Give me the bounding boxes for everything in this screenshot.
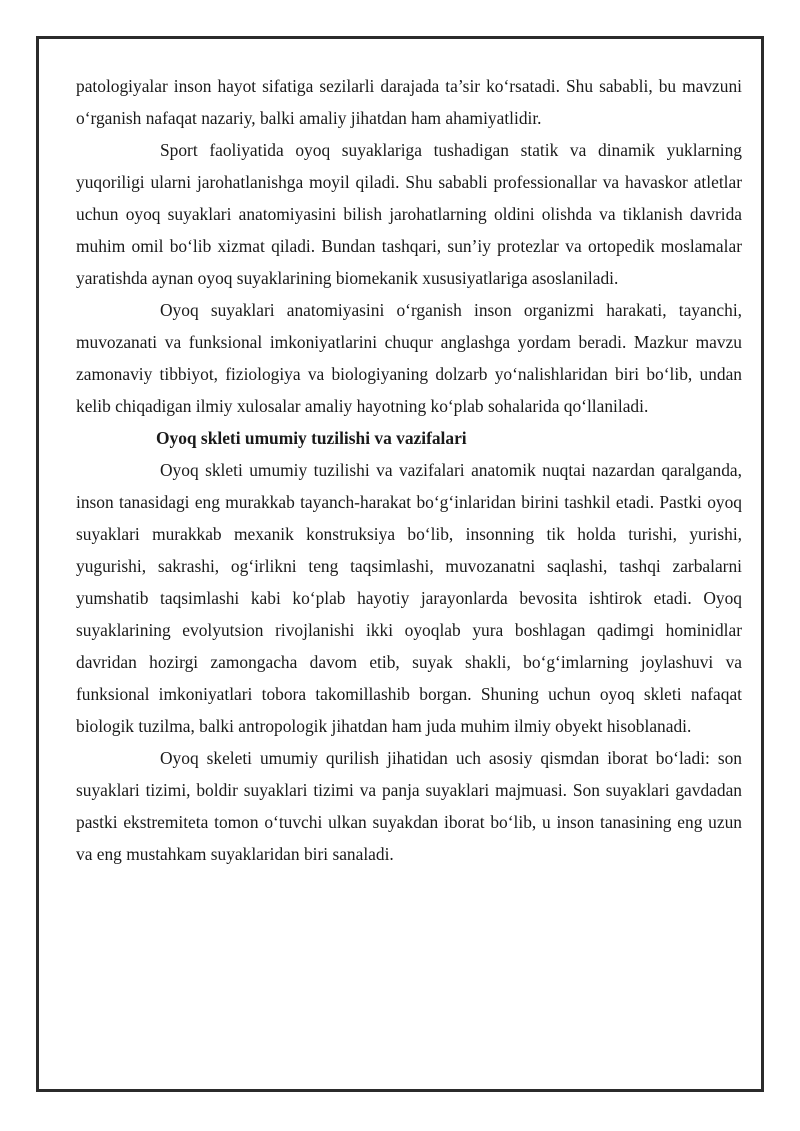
section-heading: Oyoq skleti umumiy tuzilishi va vazifalari [156,428,467,448]
paragraph: Oyoq skeleti umumiy qurilish jihatidan uch asosiy qismdan iborat bo‘ladi: son suyaklari tizimi, boldir suyaklari tizimi va panja suyaklari majmuasi. Son suyaklari gavdadan pastki ekstremiteta tomon o‘tuvchi ulkan suyakdan iborat bo‘lib, u inson tanasining eng uzun va eng mustahkam suyaklaridan biri sanaladi. [76,748,742,864]
paragraph: Sport faoliyatida oyoq suyaklariga tushadigan statik va dinamik yuklarning yuqoriligi ularni jarohatlanishga moyil qiladi. Shu sababli professionallar va havaskor atletlar uchun oyoq suyaklari anatomiyasini bilish jarohatlarning oldini olishda va tiklanish davrida muhim omil bo‘lib xizmat qiladi. Bundan tashqari, sun’iy protezlar va ortopedik moslamalar yaratishda aynan oyoq suyaklarining biomekanik xususiyatlariga asoslaniladi. [76,140,742,288]
paragraph: Oyoq skleti umumiy tuzilishi va vazifalari anatomik nuqtai nazardan qaralganda, inson tanasidagi eng murakkab tayanch-harakat bo‘g‘inlaridan birini tashkil etadi. Pastki oyoq suyaklari murakkab mexanik konstruksiya bo‘lib, insonning tik holda turishi, yurishi, yugurishi, sakrashi, og‘irlikni teng taqsimlashi, muvozanatni saqlashi, tashqi zarbalarni yumshatib taqsimlashi kabi ko‘plab hayotiy jarayonlarda bevosita ishtirok etadi. Oyoq suyaklarining evolyutsion rivojlanishi ikki oyoqlab yura boshlagan qadimgi hominidlar davridan hozirgi zamongacha davom etib, suyak shakli, bo‘g‘imlarning joylashuvi va funksional imkoniyatlari tobora takomillashib borgan. Shuning uchun oyoq skleti nafaqat biologik tuzilma, balki antropologik jihatdan ham juda muhim ilmiy obyekt hisoblanadi. [76,460,742,736]
paragraph: Oyoq suyaklari anatomiyasini o‘rganish inson organizmi harakati, tayanchi, muvozanati va funksional imkoniyatlarini chuqur anglashga yordam beradi. Mazkur mavzu zamonaviy tibbiyot, fiziologiya va biologiyaning dolzarb yo‘nalishlaridan biri bo‘lib, undan kelib chiqadigan ilmiy xulosalar amaliy hayotning ko‘plab sohalarida qo‘llaniladi. [76,300,742,416]
paragraph: patologiyalar inson hayot sifatiga sezilarli darajada ta’sir ko‘rsatadi. Shu sababli, bu mavzuni o‘rganish nafaqat nazariy, balki amaliy jihatdan ham ahamiyatlidir. [76,76,742,128]
document-body [76,70,742,870]
